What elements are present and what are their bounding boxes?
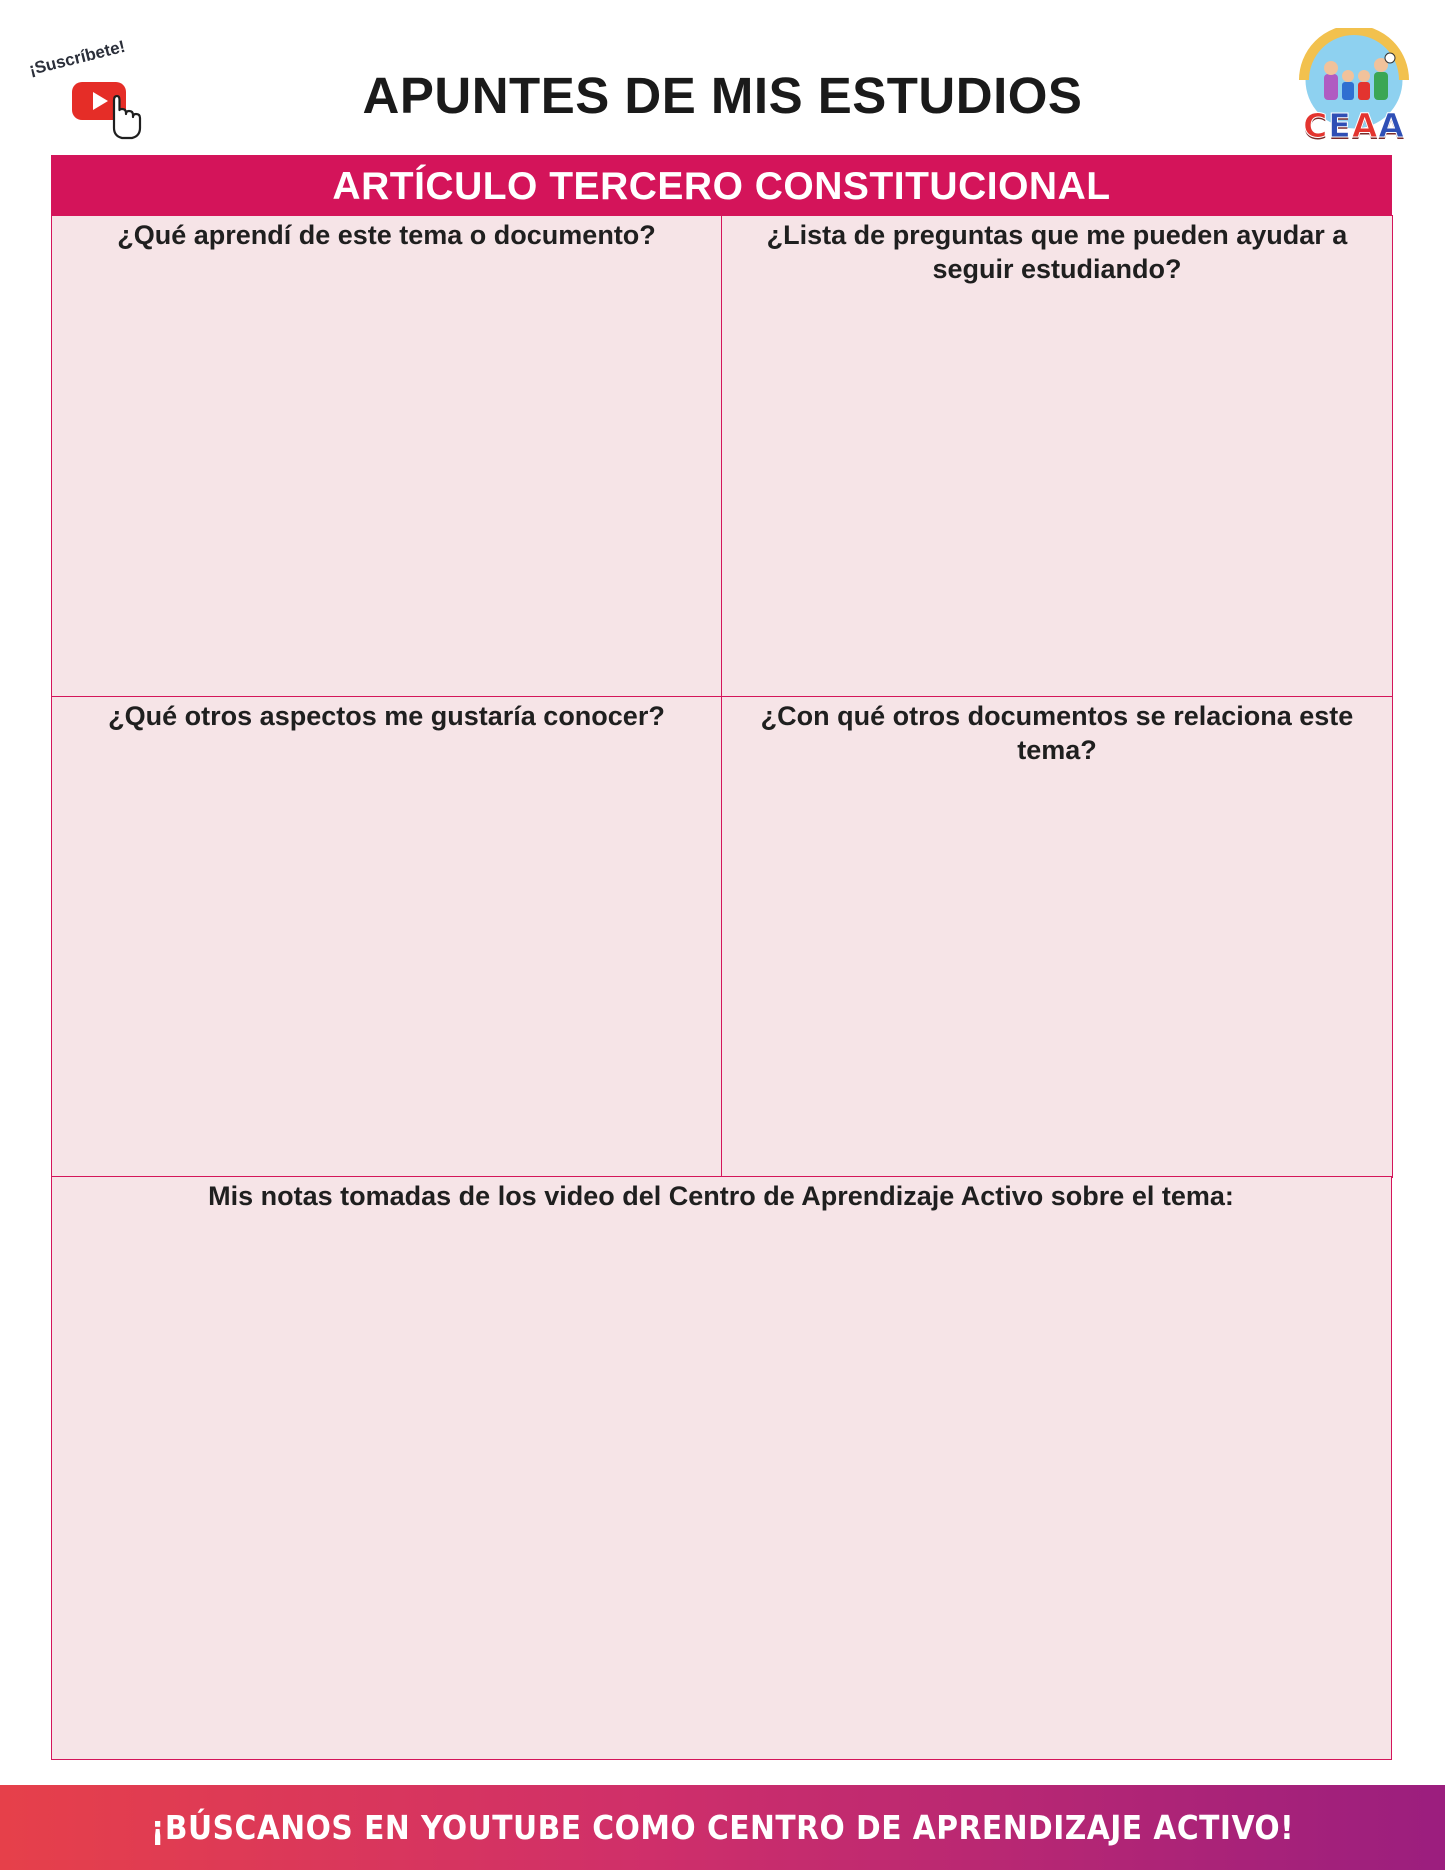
notes-box-label: ¿Lista de preguntas que me pueden ayudar a seguir estudiando?: [766, 220, 1348, 284]
page-title: APUNTES DE MIS ESTUDIOS: [362, 67, 1083, 124]
notes-box-label: Mis notas tomadas de los video del Centro de Aprendizaje Activo sobre el tema:: [208, 1181, 1234, 1211]
notes-box-label: ¿Con qué otros documentos se relaciona este tema?: [760, 701, 1354, 765]
notes-box-learned[interactable]: [51, 215, 723, 698]
notes-box-label: ¿Qué otros aspectos me gustaría conocer?: [108, 701, 665, 731]
logo-wordmark: CEAA: [1303, 106, 1405, 145]
notes-box-video-notes[interactable]: [51, 1176, 1392, 1760]
ceaa-logo: [1290, 28, 1418, 146]
notes-box-related-documents[interactable]: [721, 696, 1393, 1178]
notes-box-label: ¿Qué aprendí de este tema o documento?: [117, 220, 656, 250]
notes-box-questions[interactable]: [721, 215, 1393, 698]
footer-banner: ¡BÚSCANOS EN YOUTUBE COMO CENTRO DE APRENDIZAJE ACTIVO!: [0, 1785, 1445, 1870]
worksheet: [51, 155, 1392, 1759]
notes-box-other-aspects[interactable]: [51, 696, 723, 1178]
worksheet-title: ARTÍCULO TERCERO CONSTITUCIONAL: [52, 156, 1391, 216]
subscribe-label: ¡Suscríbete!: [27, 36, 128, 80]
